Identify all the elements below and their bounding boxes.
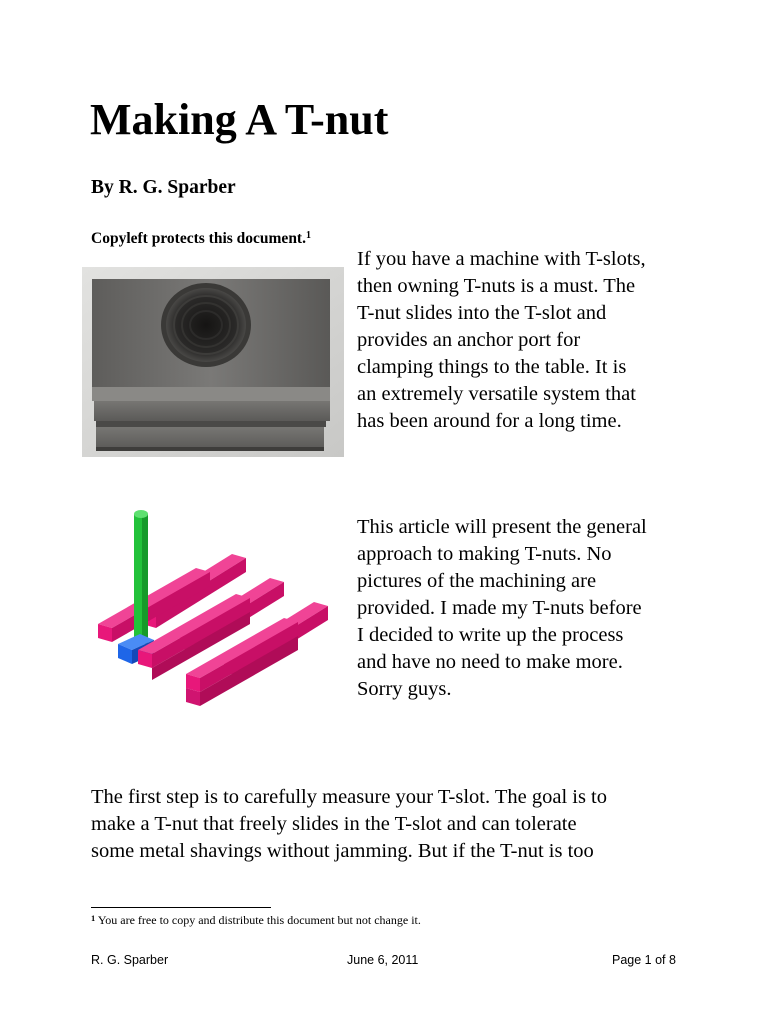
text-line: This article will present the general — [357, 516, 647, 538]
rod — [134, 510, 148, 644]
text-line: pictures of the machining are — [357, 570, 597, 592]
text-line: has been around for a long time. — [357, 410, 622, 432]
text-line: I decided to write up the process — [357, 624, 624, 646]
footnote-divider — [91, 907, 271, 908]
first-step-paragraph — [91, 784, 607, 865]
text-line: make a T-nut that freely slides in the T-slot and can tolerate — [91, 813, 577, 835]
text-line: provides an anchor port for — [357, 329, 581, 351]
text-line: If you have a machine with T-slots, — [357, 248, 646, 270]
copyleft-notice — [91, 229, 311, 249]
t-slot-model-graphic — [92, 498, 338, 714]
t-nut-photo-graphic — [82, 267, 344, 457]
text-line: provided. I made my T-nuts before — [357, 597, 642, 619]
text-line: T-nut slides into the T-slot and — [357, 302, 607, 324]
footer-page-number: Page 1 of 8 — [612, 953, 676, 967]
footer-author: R. G. Sparber — [91, 953, 169, 967]
text-line: some metal shavings without jamming. But if the T-nut is too — [91, 840, 594, 862]
footnote — [91, 912, 421, 928]
footnote-ref: 1 — [305, 230, 311, 241]
page-title: Making A T-nut — [90, 95, 389, 144]
t-slot-model-figure — [92, 498, 338, 714]
footnote-number: 1 — [91, 913, 96, 923]
approach-paragraph — [357, 514, 647, 703]
text-line: an extremely versatile system that — [357, 383, 636, 405]
text-line: The first step is to carefully measure your T-slot. The goal is to — [91, 786, 608, 808]
author-line: By R. G. Sparber — [91, 177, 236, 198]
text-line: clamping things to the table. It is — [357, 356, 627, 378]
copyleft-text: Copyleft protects this document. — [91, 230, 306, 247]
text-line: then owning T-nuts is a must. The — [357, 275, 636, 297]
t-nut-photo — [82, 267, 344, 457]
text-line: and have no need to make more. — [357, 651, 623, 673]
footer-date: June 6, 2011 — [347, 953, 419, 967]
text-line: Sorry guys. — [357, 678, 452, 700]
intro-paragraph — [357, 246, 646, 435]
text-line: approach to making T-nuts. No — [357, 543, 612, 565]
footnote-text: You are free to copy and distribute this document but not change it. — [97, 913, 421, 927]
